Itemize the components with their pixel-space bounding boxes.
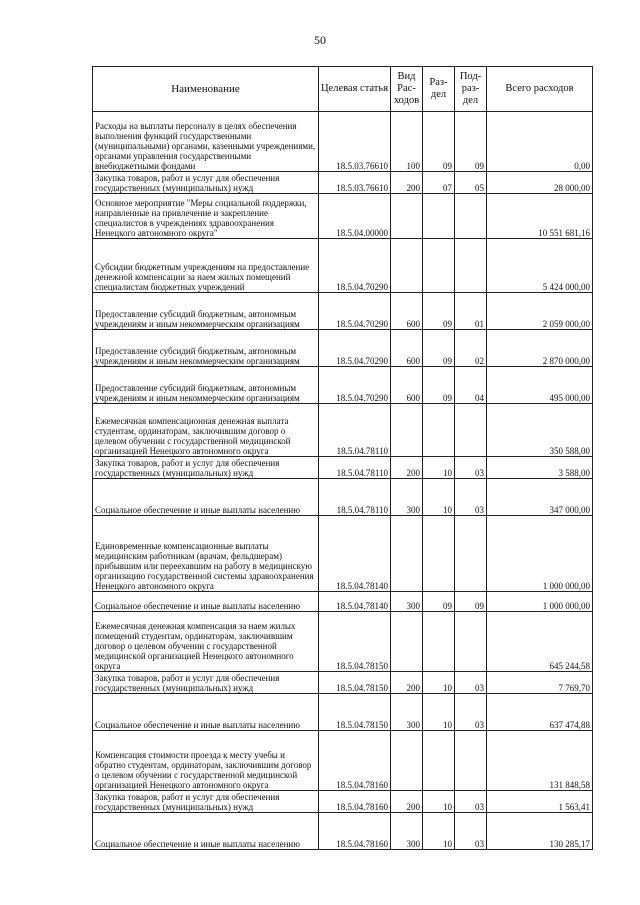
budget-table (92, 66, 593, 850)
row-total: 350 588,00 (487, 404, 593, 457)
row-type: 200 (391, 172, 423, 194)
row-total: 1 000 000,00 (487, 592, 593, 612)
row-name: Закупка товаров, работ и услуг для обеспечения государственных (муниципальных) нужд (93, 791, 319, 813)
row-type (391, 612, 423, 672)
row-section: 09 (423, 592, 455, 612)
row-type: 200 (391, 791, 423, 813)
row-name: Компенсация стоимости проезда к месту учебы и обратно студентам, ординаторам, заключившим договор о целевом обучении с государственной медицинской организацией Ненецкого автономного округа (93, 731, 319, 791)
row-total: 645 244,58 (487, 612, 593, 672)
row-code: 18.5.04.78160 (319, 791, 391, 813)
row-total: 10 551 681,16 (487, 194, 593, 239)
row-total: 5 424 000,00 (487, 239, 593, 293)
row-name: Основное мероприятие "Меры социальной поддержки, направленные на привлечение и закрепление специалистов в учреждениях здравоохранения Ненецкого автономного округа" (93, 194, 319, 239)
row-section: 10 (423, 813, 455, 850)
row-section: 10 (423, 791, 455, 813)
row-type (391, 731, 423, 791)
row-subsection (455, 516, 487, 592)
row-type: 600 (391, 367, 423, 404)
row-code: 18.5.04.78150 (319, 672, 391, 694)
row-section (423, 731, 455, 791)
row-type: 300 (391, 694, 423, 731)
table-row (93, 330, 593, 367)
table-row (93, 404, 593, 457)
row-total: 0,00 (487, 112, 593, 172)
header-section: Раз-дел (423, 67, 455, 112)
table-row (93, 367, 593, 404)
row-name: Предоставление субсидий бюджетным, автономным учреждениям и иным некоммерческим организациям (93, 367, 319, 404)
row-code: 18.5.04.78140 (319, 592, 391, 612)
row-subsection (455, 239, 487, 293)
row-section: 10 (423, 479, 455, 516)
row-subsection: 05 (455, 172, 487, 194)
table-row (93, 813, 593, 850)
row-total: 2 870 000,00 (487, 330, 593, 367)
row-subsection: 03 (455, 813, 487, 850)
row-subsection: 09 (455, 592, 487, 612)
row-code: 18.5.04.78160 (319, 731, 391, 791)
row-subsection: 02 (455, 330, 487, 367)
row-name: Социальное обеспечение и иные выплаты населению (93, 694, 319, 731)
row-section: 09 (423, 112, 455, 172)
row-total: 131 848,58 (487, 731, 593, 791)
row-type: 300 (391, 479, 423, 516)
row-type: 200 (391, 672, 423, 694)
row-name: Предоставление субсидий бюджетным, автономным учреждениям и иным некоммерческим организациям (93, 293, 319, 330)
row-subsection (455, 612, 487, 672)
row-subsection: 09 (455, 112, 487, 172)
row-type: 200 (391, 457, 423, 479)
row-code: 18.5.04.78150 (319, 612, 391, 672)
row-code: 18.5.04.78140 (319, 516, 391, 592)
header-target: Целевая статья (319, 67, 391, 112)
row-section: 07 (423, 172, 455, 194)
row-type: 300 (391, 592, 423, 612)
row-total: 2 059 000,00 (487, 293, 593, 330)
row-code: 18.5.03.76610 (319, 112, 391, 172)
row-type: 600 (391, 330, 423, 367)
table-row (93, 791, 593, 813)
row-total: 3 588,00 (487, 457, 593, 479)
row-code: 18.5.03.76610 (319, 172, 391, 194)
row-type (391, 239, 423, 293)
row-name: Ежемесячная денежная компенсация за наем жилых помещений студентам, ординаторам, заключившим договор о целевом обучении с государственной медицинской организацией Ненецкого автономного округа (93, 612, 319, 672)
table-row (93, 516, 593, 592)
header-total: Всего расходов (487, 67, 593, 112)
table-row (93, 479, 593, 516)
row-subsection: 03 (455, 791, 487, 813)
row-type (391, 516, 423, 592)
row-name: Расходы на выплаты персоналу в целях обеспечения выполнения функций государственными (муниципальными) органами, казенными учреждениями, органами управления государственными внебюджетными фондами (93, 112, 319, 172)
row-subsection: 01 (455, 293, 487, 330)
table-row (93, 612, 593, 672)
row-section: 09 (423, 367, 455, 404)
row-name: Закупка товаров, работ и услуг для обеспечения государственных (муниципальных) нужд (93, 172, 319, 194)
row-code: 18.5.04.78150 (319, 694, 391, 731)
header-name: Наименование (93, 67, 319, 112)
row-name: Единовременные компенсационные выплаты медицинским работникам (врачам, фельдшерам) прибывшим или переехавшим на работу в медицинскую организацию государственной системы здравоохранения Ненецкого автономного округа (93, 516, 319, 592)
row-type (391, 194, 423, 239)
row-total: 1 563,41 (487, 791, 593, 813)
row-subsection (455, 194, 487, 239)
row-type: 600 (391, 293, 423, 330)
table-header-row (93, 67, 593, 112)
row-subsection (455, 404, 487, 457)
table-row (93, 731, 593, 791)
row-section (423, 239, 455, 293)
table-row (93, 457, 593, 479)
row-section: 10 (423, 672, 455, 694)
row-type: 100 (391, 112, 423, 172)
row-section (423, 612, 455, 672)
table-row (93, 293, 593, 330)
row-subsection: 03 (455, 479, 487, 516)
row-section (423, 194, 455, 239)
row-name: Закупка товаров, работ и услуг для обеспечения государственных (муниципальных) нужд (93, 457, 319, 479)
table-row (93, 112, 593, 172)
table-row (93, 592, 593, 612)
page-number: 50 (314, 33, 326, 47)
table-row (93, 239, 593, 293)
row-total: 1 000 000,00 (487, 516, 593, 592)
row-code: 18.5.04.00000 (319, 194, 391, 239)
row-name: Социальное обеспечение и иные выплаты населению (93, 592, 319, 612)
row-section: 09 (423, 330, 455, 367)
row-section: 10 (423, 694, 455, 731)
row-name: Социальное обеспечение и иные выплаты населению (93, 813, 319, 850)
row-section (423, 404, 455, 457)
row-code: 18.5.04.78110 (319, 479, 391, 516)
row-name: Закупка товаров, работ и услуг для обеспечения государственных (муниципальных) нужд (93, 672, 319, 694)
row-total: 28 000,00 (487, 172, 593, 194)
row-subsection: 03 (455, 457, 487, 479)
row-total: 130 285,17 (487, 813, 593, 850)
row-code: 18.5.04.70290 (319, 293, 391, 330)
row-section: 10 (423, 457, 455, 479)
row-subsection (455, 731, 487, 791)
table-row (93, 172, 593, 194)
row-code: 18.5.04.78160 (319, 813, 391, 850)
row-name: Предоставление субсидий бюджетным, автономным учреждениям и иным некоммерческим организациям (93, 330, 319, 367)
row-code: 18.5.04.70290 (319, 239, 391, 293)
row-name: Социальное обеспечение и иные выплаты населению (93, 479, 319, 516)
table-row (93, 672, 593, 694)
row-total: 637 474,88 (487, 694, 593, 731)
row-total: 495 000,00 (487, 367, 593, 404)
row-code: 18.5.04.78110 (319, 404, 391, 457)
row-code: 18.5.04.70290 (319, 367, 391, 404)
row-type (391, 404, 423, 457)
table-row (93, 194, 593, 239)
row-subsection: 04 (455, 367, 487, 404)
header-subsection: Под-раз-дел (455, 67, 487, 112)
row-section: 09 (423, 293, 455, 330)
table-row (93, 694, 593, 731)
row-code: 18.5.04.70290 (319, 330, 391, 367)
row-section (423, 516, 455, 592)
header-type: Вид Рас-ходов (391, 67, 423, 112)
row-name: Субсидии бюджетным учреждениям на предоставление денежной компенсации за наем жилых помещений специалистам бюджетных учреждений (93, 239, 319, 293)
row-subsection: 03 (455, 694, 487, 731)
row-type: 300 (391, 813, 423, 850)
row-code: 18.5.04.78110 (319, 457, 391, 479)
row-total: 347 000,00 (487, 479, 593, 516)
row-subsection: 03 (455, 672, 487, 694)
row-total: 7 769,70 (487, 672, 593, 694)
row-name: Ежемесячная компенсационная денежная выплата студентам, ординаторам, заключившим договор о целевом обучении с государственной медицинской организацией Ненецкого автономного округа (93, 404, 319, 457)
